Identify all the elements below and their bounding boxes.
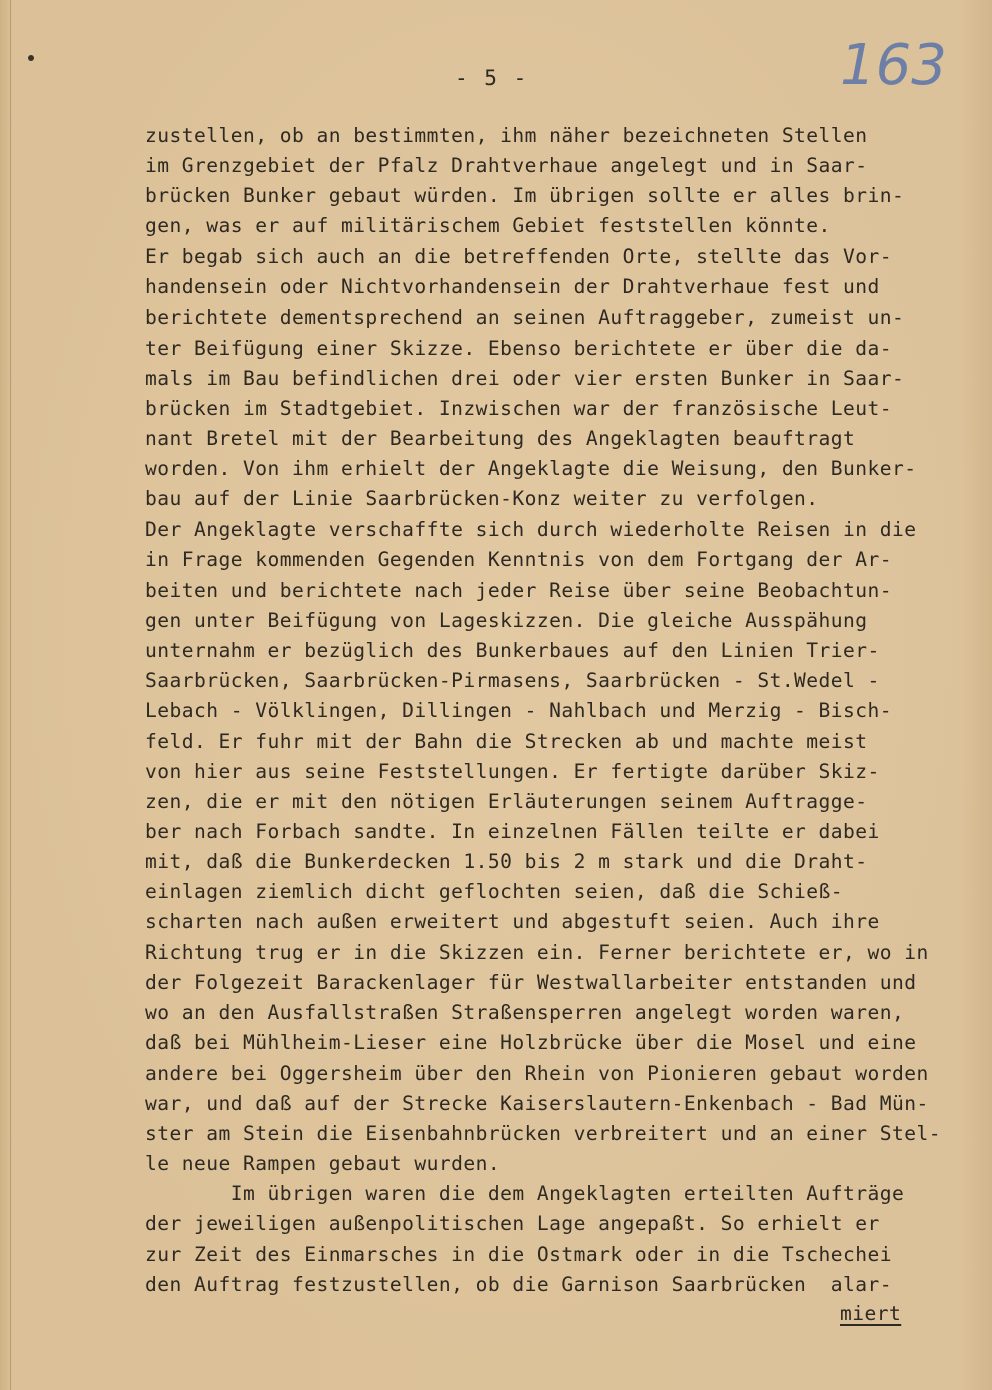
page-number: - 5 - [455, 66, 529, 90]
body-line: brücken im Stadtgebiet. Inzwischen war der französische Leut- [145, 397, 893, 420]
body-line: Saarbrücken, Saarbrücken-Pirmasens, Saarbrücken - St.Wedel - [145, 669, 880, 692]
body-line: Der Angeklagte verschaffte sich durch wiederholte Reisen in die [145, 518, 917, 541]
punch-hole-mark [28, 55, 34, 61]
body-line: worden. Von ihm erhielt der Angeklagte die Weisung, den Bunker- [145, 457, 917, 480]
folio-number-text: 163 [840, 33, 947, 98]
body-line: andere bei Oggersheim über den Rhein von Pionieren gebaut worden [145, 1062, 929, 1085]
body-line: im Grenzgebiet der Pfalz Drahtverhaue angelegt und in Saar- [145, 154, 868, 177]
body-line: Lebach - Völklingen, Dillingen - Nahlbach und Merzig - Bisch- [145, 699, 893, 722]
body-line: zen, die er mit den nötigen Erläuterungen seinem Auftragge- [145, 790, 868, 813]
body-line: nant Bretel mit der Bearbeitung des Angeklagten beauftragt [145, 427, 856, 450]
body-line: daß bei Mühlheim-Lieser eine Holzbrücke über die Mosel und eine [145, 1031, 917, 1054]
body-line: von hier aus seine Feststellungen. Er fertigte darüber Skiz- [145, 760, 880, 783]
binding-edge [10, 0, 11, 1390]
body-line: ster am Stein die Eisenbahnbrücken verbreitert und an einer Stel- [145, 1122, 942, 1145]
body-line: brücken Bunker gebaut würden. Im übrigen sollte er alles brin- [145, 184, 905, 207]
handwritten-folio-number [838, 30, 947, 98]
body-line: war, und daß auf der Strecke Kaiserslautern-Enkenbach - Bad Mün- [145, 1092, 929, 1115]
body-line: einlagen ziemlich dicht geflochten seien, daß die Schieß- [145, 880, 844, 903]
body-line: in Frage kommenden Gegenden Kenntnis von dem Fortgang der Ar- [145, 548, 893, 571]
body-line: beiten und berichtete nach jeder Reise über seine Beobachtun- [145, 579, 893, 602]
body-line: zustellen, ob an bestimmten, ihm näher bezeichneten Stellen [145, 124, 868, 147]
body-line: mals im Bau befindlichen drei oder vier ersten Bunker in Saar- [145, 367, 905, 390]
body-line: berichtete dementsprechend an seinen Auftraggeber, zumeist un- [145, 306, 905, 329]
body-line: feld. Er fuhr mit der Bahn die Strecken ab und machte meist [145, 730, 868, 753]
body-line: zur Zeit des Einmarsches in die Ostmark oder in die Tschechei [145, 1243, 893, 1266]
body-line: le neue Rampen gebaut wurden. [145, 1152, 501, 1175]
body-line: gen, was er auf militärischem Gebiet feststellen könnte. [145, 214, 831, 237]
body-line: den Auftrag festzustellen, ob die Garnison Saarbrücken alar- [145, 1273, 893, 1296]
body-line: ter Beifügung einer Skizze. Ebenso berichtete er über die da- [145, 337, 893, 360]
body-line: bau auf der Linie Saarbrücken-Konz weiter zu verfolgen. [145, 487, 819, 510]
body-line: handensein oder Nichtvorhandensein der Drahtverhaue fest und [145, 275, 880, 298]
body-line: unternahm er bezüglich des Bunkerbaues auf den Linien Trier- [145, 639, 880, 662]
body-line: ber nach Forbach sandte. In einzelnen Fällen teilte er dabei [145, 820, 880, 843]
body-line: wo an den Ausfallstraßen Straßensperren angelegt worden waren, [145, 1001, 905, 1024]
body-line: Im übrigen waren die dem Angeklagten erteilten Aufträge [145, 1182, 905, 1205]
body-line: der jeweiligen außenpolitischen Lage angepaßt. So erhielt er [145, 1212, 880, 1235]
body-line: mit, daß die Bunkerdecken 1.50 bis 2 m stark und die Draht- [145, 850, 868, 873]
body-line: Richtung trug er in die Skizzen ein. Ferner berichtete er, wo in [145, 941, 929, 964]
body-line: scharten nach außen erweitert und abgestuft seien. Auch ihre [145, 910, 880, 933]
body-line: der Folgezeit Barackenlager für Westwallarbeiter entstanden und [145, 971, 917, 994]
catchword: miert [840, 1302, 902, 1325]
body-line: gen unter Beifügung von Lageskizzen. Die gleiche Ausspähung [145, 609, 868, 632]
body-line: Er begab sich auch an die betreffenden Orte, stellte das Vor- [145, 245, 893, 268]
